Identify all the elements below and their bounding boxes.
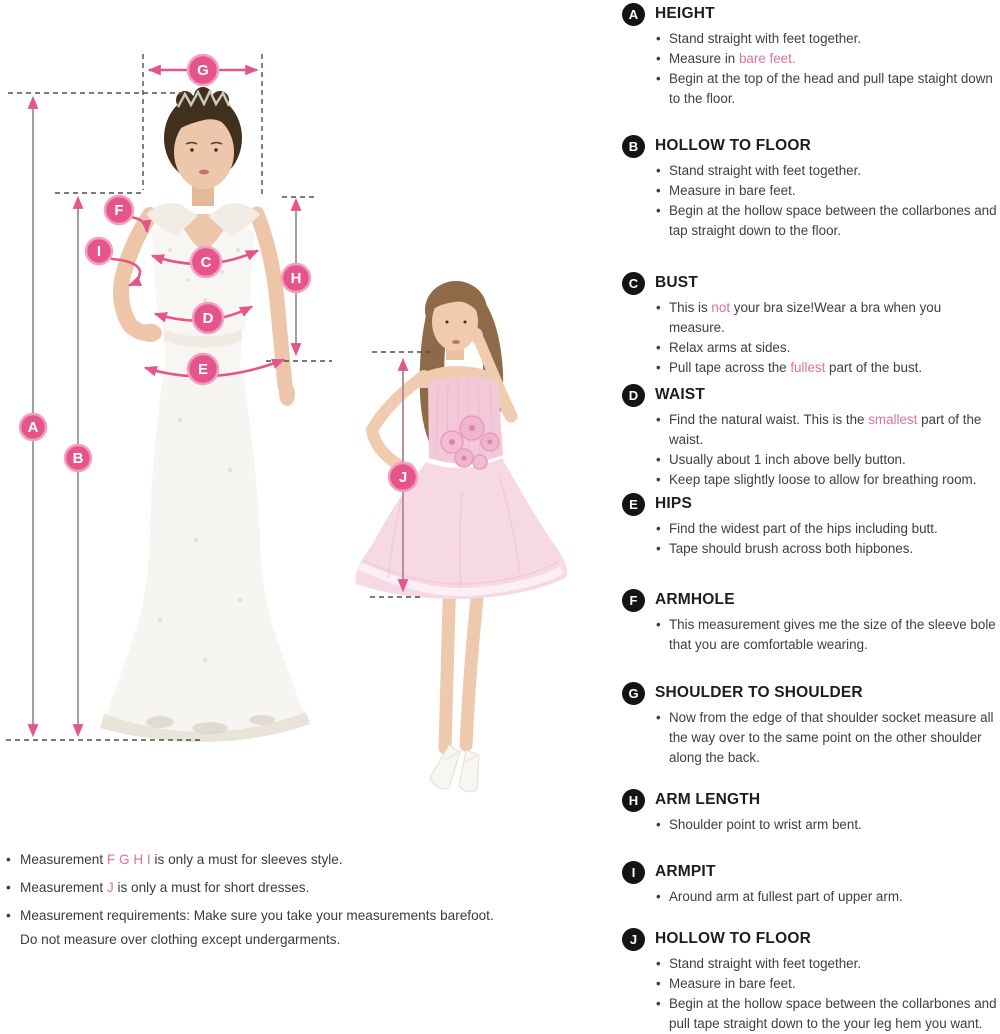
bullet-item	[656, 338, 997, 358]
measurement-section-j	[622, 927, 997, 1034]
bullet-text: Pull tape across the	[669, 360, 791, 375]
bullet-item	[656, 450, 997, 470]
section-title: ARMPIT	[655, 863, 716, 880]
note-text: Measurement	[20, 852, 107, 867]
marker-e-label: E	[197, 361, 209, 378]
section-title: HOLLOW TO FLOOR	[655, 137, 811, 154]
measurement-section-g	[622, 681, 997, 768]
bullet-text: Relax arms at sides.	[669, 340, 791, 355]
note-text: Do not measure over clothing except undergarments.	[20, 932, 341, 947]
bullet-text: Stand straight with feet together.	[669, 956, 862, 971]
note-text: is only a must for sleeves style.	[150, 852, 343, 867]
measurement-section-h	[622, 788, 997, 835]
note-line	[6, 906, 541, 926]
marker-i-label: I	[96, 243, 102, 260]
bullet-item	[656, 815, 997, 835]
section-title: ARMHOLE	[655, 591, 735, 608]
note-text: Measurement requirements: Make sure you take your measurements barefoot.	[20, 908, 494, 923]
marker-c-label: C	[200, 254, 212, 271]
bullet-item	[656, 298, 997, 338]
note-text: is only a must for short dresses.	[113, 880, 310, 895]
letter-badge-e: E	[622, 493, 645, 516]
bullet-list	[656, 615, 997, 655]
bullet-text: Stand straight with feet together.	[669, 31, 862, 46]
marker-f-label: F	[114, 202, 124, 219]
bullet-item	[656, 161, 997, 181]
bullet-text: This measurement gives me the size of the sleeve bole that you are comfortable wearing.	[669, 617, 996, 652]
bullet-text: your bra size!Wear a bra when you measure.	[669, 300, 942, 335]
letter-badge-d: D	[622, 384, 645, 407]
bullet-item	[656, 29, 997, 49]
bullet-item	[656, 954, 997, 974]
bullet-item	[656, 539, 997, 559]
letter-badge-c: C	[622, 272, 645, 295]
bullet-text: Keep tape slightly loose to allow for breathing room.	[669, 472, 977, 487]
bullet-list	[656, 161, 997, 241]
note-highlight: J	[106, 880, 114, 895]
measurement-section-b	[622, 134, 997, 241]
bullet-text: Stand straight with feet together.	[669, 163, 862, 178]
bullet-text: part of the bust.	[825, 360, 923, 375]
bullet-list	[656, 815, 997, 835]
bullet-item	[656, 994, 997, 1034]
bullet-item	[656, 708, 997, 768]
measurement-section-a	[622, 2, 997, 109]
marker-a-label: A	[27, 419, 39, 436]
note-line	[6, 878, 541, 898]
bullet-text: Around arm at fullest part of upper arm.	[669, 889, 903, 904]
bullet-text: Measure in bare feet.	[669, 976, 796, 991]
bullet-list	[656, 519, 997, 559]
bullet-list	[656, 29, 997, 109]
bullet-item	[656, 201, 997, 241]
bullet-text: Find the natural waist. This is the	[669, 412, 869, 427]
section-title: BUST	[655, 274, 698, 291]
measurement-section-d	[622, 383, 997, 490]
bullet-list	[656, 298, 997, 378]
section-header	[622, 2, 997, 26]
measurement-section-i	[622, 860, 997, 907]
bullet-item	[656, 69, 997, 109]
bullet-item	[656, 470, 997, 490]
section-header	[622, 492, 997, 516]
marker-j-label: J	[398, 469, 408, 486]
letter-badge-h: H	[622, 789, 645, 812]
section-header	[622, 788, 997, 812]
section-title: SHOULDER TO SHOULDER	[655, 684, 863, 701]
section-title: ARM LENGTH	[655, 791, 761, 808]
bullet-text: Begin at the hollow space between the collarbones and tap straight down to the floor.	[669, 203, 997, 238]
section-header	[622, 383, 997, 407]
bullet-item	[656, 974, 997, 994]
bullet-item	[656, 358, 997, 378]
section-header	[622, 860, 997, 884]
bullet-list	[656, 954, 997, 1034]
bullet-item	[656, 887, 997, 907]
bullet-highlight: bare feet.	[738, 51, 796, 66]
bullet-item	[656, 615, 997, 655]
marker-g-label: G	[197, 62, 209, 79]
letter-badge-b: B	[622, 135, 645, 158]
section-title: HOLLOW TO FLOOR	[655, 930, 811, 947]
marker-d-label: D	[202, 310, 214, 327]
bullet-text: Begin at the top of the head and pull tape staight down to the floor.	[669, 71, 993, 106]
bullet-list	[656, 708, 997, 768]
measurement-section-f	[622, 588, 997, 655]
letter-badge-g: G	[622, 682, 645, 705]
measurement-section-e	[622, 492, 997, 559]
letter-badge-f: F	[622, 589, 645, 612]
bullet-highlight: smallest	[868, 412, 918, 427]
section-title: HIPS	[655, 495, 692, 512]
section-header	[622, 681, 997, 705]
marker-b-label: B	[72, 450, 84, 467]
notes-block	[6, 850, 541, 958]
note-highlight: F G H I	[106, 852, 151, 867]
bullet-list	[656, 887, 997, 907]
section-title: WAIST	[655, 386, 706, 403]
measurement-section-c	[622, 271, 997, 378]
bullet-text: Tape should brush across both hipbones.	[669, 541, 914, 556]
bullet-list	[656, 410, 997, 490]
section-header	[622, 134, 997, 158]
letter-badge-j: J	[622, 928, 645, 951]
bullet-item	[656, 519, 997, 539]
bullet-text: part of the waist.	[669, 412, 982, 447]
bullet-item	[656, 410, 997, 450]
bullet-text: Now from the edge of that shoulder socket measure all the way over to the same point on the other shoulder along the back.	[669, 710, 994, 765]
bullet-text: Usually about 1 inch above belly button.	[669, 452, 906, 467]
note-line	[6, 930, 541, 950]
bullet-highlight: not	[711, 300, 731, 315]
section-header	[622, 588, 997, 612]
section-header	[622, 271, 997, 295]
bullet-text: Measure in	[669, 51, 739, 66]
bullet-item	[656, 49, 997, 69]
letter-badge-i: I	[622, 861, 645, 884]
letter-badge-a: A	[622, 3, 645, 26]
marker-h-label: H	[290, 270, 302, 287]
bullet-text: Find the widest part of the hips including butt.	[669, 521, 938, 536]
bullet-item	[656, 181, 997, 201]
section-header	[622, 927, 997, 951]
note-line	[6, 850, 541, 870]
section-title: HEIGHT	[655, 5, 715, 22]
bullet-text: Shoulder point to wrist arm bent.	[669, 817, 862, 832]
bullet-text: This is	[669, 300, 712, 315]
bullet-text: Measure in bare feet.	[669, 183, 796, 198]
note-text: Measurement	[20, 880, 107, 895]
bullet-highlight: fullest	[790, 360, 826, 375]
bullet-text: Begin at the hollow space between the collarbones and pull tape straight down to the your leg hem you want.	[669, 996, 997, 1031]
